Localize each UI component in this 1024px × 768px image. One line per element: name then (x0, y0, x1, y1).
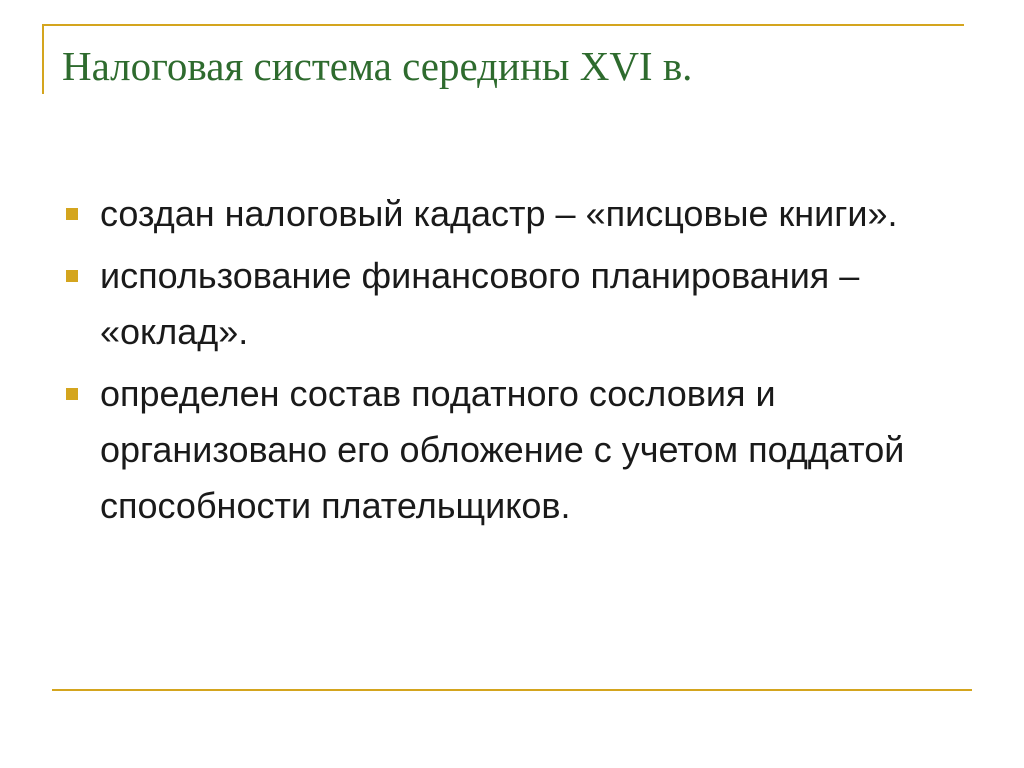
bullet-item-taxation (62, 366, 942, 534)
square-bullet-icon (66, 270, 78, 282)
square-bullet-icon (66, 388, 78, 400)
square-bullet-icon (66, 208, 78, 220)
bullet-text: создан налоговый кадастр – «писцовые книги». (100, 193, 898, 234)
bullet-item-cadastre (62, 186, 942, 242)
left-divider (42, 24, 44, 94)
bullet-list (62, 186, 942, 540)
bullet-item-planning (62, 248, 942, 360)
bottom-divider (52, 689, 972, 691)
bullet-text: определен состав податного сословия и организовано его обложение с учетом поддатой способности плательщиков. (100, 373, 905, 526)
top-divider (42, 24, 964, 26)
slide-title: Налоговая система середины XVI в. (62, 43, 693, 89)
bullet-text: использование финансового планирования – «оклад». (100, 255, 860, 352)
